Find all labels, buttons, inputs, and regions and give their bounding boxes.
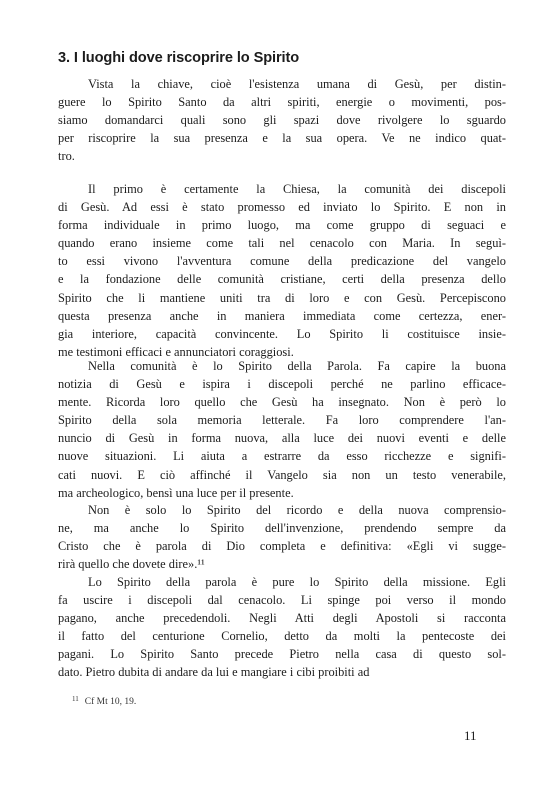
text-line: Spirito che li mantiene uniti tra di loro e con Gesù. Percepiscono: [58, 290, 506, 305]
text-line: me testimoni efficaci e annunciatori coraggiosi.: [58, 344, 294, 359]
text-line: Lo Spirito della parola è pure lo Spirito della missione. Egli: [88, 575, 506, 589]
text-line: ne, ma anche lo Spirito dell'invenzione, prendendo sempre da: [58, 521, 506, 536]
text-line: dato. Pietro dubita di andare da lui e mangiare i cibi proibiti ad: [58, 665, 370, 680]
footnote-text: Cf Mt 10, 19.: [84, 697, 137, 707]
paragraph-4: [58, 501, 506, 573]
text-line: tro.: [58, 149, 75, 164]
text-line: questa presenza anche in maniera immediata come certezza, ener-: [58, 308, 506, 323]
text-line: di Gesù. Ad essi è stato promesso ed inviato lo Spirito. E non in: [58, 200, 506, 215]
text-line: e la fondazione delle comunità cristiane, certi della presenza dello: [58, 272, 506, 287]
paragraph-5: [58, 573, 506, 682]
text-line: gia interiore, capacità convincente. Lo Spirito li costituisce insie-: [58, 326, 506, 341]
text-line: mente. Ricorda loro quello che Gesù ha insegnato. Non è però lo: [58, 395, 506, 410]
text-line: to essi vivono l'avventura comune della predicazione del vangelo: [58, 254, 506, 269]
paragraph-1: [58, 75, 506, 165]
text-line: Spirito della sola memoria letterale. Fa loro comprendere l'an-: [58, 413, 506, 428]
text-line: Vista la chiave, cioè l'esistenza umana di Gesù, per distin-: [88, 77, 506, 91]
text-line: Cristo che è parola di Dio completa e definitiva: «Egli vi sugge-: [58, 539, 506, 554]
text-line: forma individuale in primo luogo, ma come gruppo di seguaci e: [58, 218, 506, 233]
paragraph-3: [58, 357, 506, 502]
text-line: nuncio di Gesù in forma nuova, alla luce dei nuovi eventi e delle: [58, 431, 506, 446]
footnote: [72, 695, 136, 707]
text-line: guere lo Spirito Santo da altri spiriti, energie o movimenti, pos-: [58, 95, 506, 110]
text-line: notizia di Gesù e ispira i discepoli perché ne parlino efficace-: [58, 377, 506, 392]
text-line: quando erano insieme come tali nel cenacolo con Maria. In seguì-: [58, 236, 506, 251]
text-line: rirà quello che dovete dire».¹¹: [58, 557, 205, 572]
text-line: pagani. Lo Spirito Santo precede Pietro nella casa di questo sol-: [58, 647, 506, 662]
text-line: cati nuovi. E ciò affinché il Vangelo sia non un testo venerabile,: [58, 467, 506, 482]
text-line: fa uscire i discepoli dal cenacolo. Li spinge poi verso il mondo: [58, 593, 506, 608]
text-line: Il primo è certamente la Chiesa, la comunità dei discepoli: [88, 182, 506, 196]
paragraph-2: [58, 180, 506, 361]
text-line: Nella comunità è lo Spirito della Parola. Fa capire la buona: [88, 359, 506, 373]
page-number: 11: [464, 728, 477, 743]
text-line: il fatto del centurione Cornelio, detto da molti la pentecoste dei: [58, 629, 506, 644]
text-line: Non è solo lo Spirito del ricordo e della nuova comprensio-: [88, 503, 506, 517]
text-line: ma archeologico, bensì una luce per il presente.: [58, 485, 294, 500]
text-line: nuove situazioni. Li aiuta a estrarre da esso ricchezze e signifi-: [58, 449, 506, 464]
section-heading: 3. I luoghi dove riscoprire lo Spirito: [58, 50, 300, 66]
text-line: pagano, anche precedendoli. Negli Atti degli Apostoli si racconta: [58, 611, 506, 626]
text-line: per riscoprire la sua presenza e la sua opera. Ve ne indico quat-: [58, 131, 506, 146]
text-line: siamo domandarci quali sono gli spazi dove rivolgere lo sguardo: [58, 113, 506, 128]
footnote-marker: 11: [72, 695, 79, 703]
